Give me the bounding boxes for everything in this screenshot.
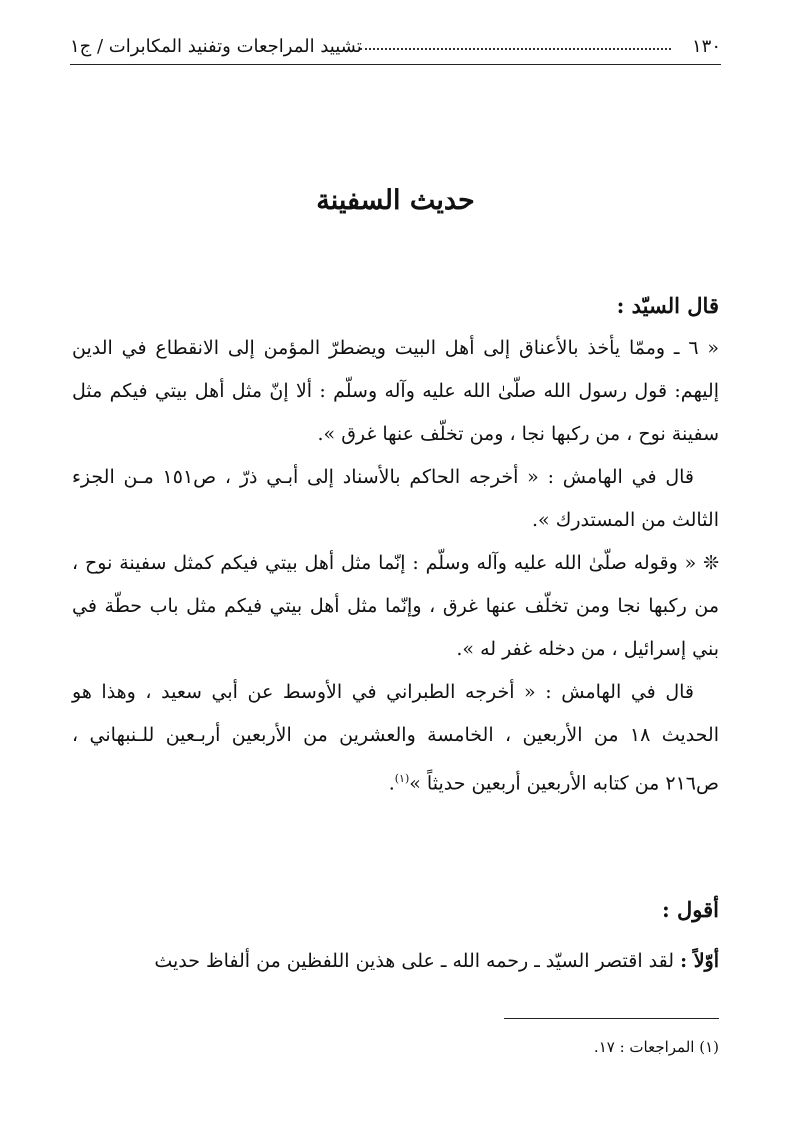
footnote-divider xyxy=(504,1018,719,1019)
closing-text: لقد اقتصر السيّد ـ رحمه الله ـ على هذين اللفظين من ألفاظ حديث xyxy=(154,950,675,972)
sayyid-heading: قال السيّد : xyxy=(616,293,719,318)
header-dot-leader xyxy=(360,48,671,50)
paragraph-footnote-2: قال في الهامش : « أخرجه الطبراني في الأوسط عن أبي سعيد ، وهذا هو الحديث ١٨ من الأربعين ، الخامسة والعشرين من الأربعين أربـعين للـنبهاني ، ص٢١٦ من كتابه الأربعين أربعين حديثاً »$^{(١)}$. xyxy=(72,681,719,795)
book-title: تشييد المراجعات وتفنيد المكابرات / ج١ xyxy=(70,36,362,57)
closing-first-word: أوّلاً : xyxy=(680,950,719,972)
body-text xyxy=(72,284,719,805)
chapter-title: حديث السفينة xyxy=(316,185,475,216)
closing-paragraph xyxy=(72,940,719,983)
footnote-marker: (١) xyxy=(394,772,410,785)
running-header xyxy=(70,30,721,65)
paragraph-footnote-1: قال في الهامش : « أخرجه الحاكم بالأسناد إلى أبـي ذرّ ، ص١٥١ مـن الجزء الثالث من المستدرك ». xyxy=(72,466,719,531)
paragraph-hadith-1: « ٦ ـ وممّا يأخذ بالأعناق إلى أهل البيت ويضطرّ المؤمن إلى الانقطاع في الدين إليهم: قول رسول الله صلّىٰ الله عليه وآله وسلّم : ألا إنّ مثل أهل بيتي فيكم مثل سفينة نوح ، من ركبها نجا ، ومن تخلّف عنها غرق ». xyxy=(72,337,719,445)
page-number: ١٣٠ xyxy=(691,36,721,57)
paragraph-hadith-2: ❊ « وقوله صلّىٰ الله عليه وآله وسلّم : إنّما مثل أهل بيتي فيكم كمثل سفينة نوح ، من ركبها نجا ومن تخلّف عنها غرق ، وإنّما مثل أهل بيتي فيكم مثل باب حطّة في بني إسرائيل ، من دخله غفر له ». xyxy=(72,552,719,660)
footnote: (١) المراجعات : ١٧. xyxy=(593,1038,719,1056)
paragraph-footnote-2-text: قال في الهامش : « أخرجه الطبراني في الأوسط عن أبي سعيد ، وهذا هو الحديث ١٨ من الأربعين ، الخامسة والعشرين من الأربعين أربـعين للـنبهاني ، ص٢١٦ من كتابه الأربعين أربعين حديثاً » xyxy=(72,681,719,795)
aqulu-heading: أقول : xyxy=(661,897,719,922)
